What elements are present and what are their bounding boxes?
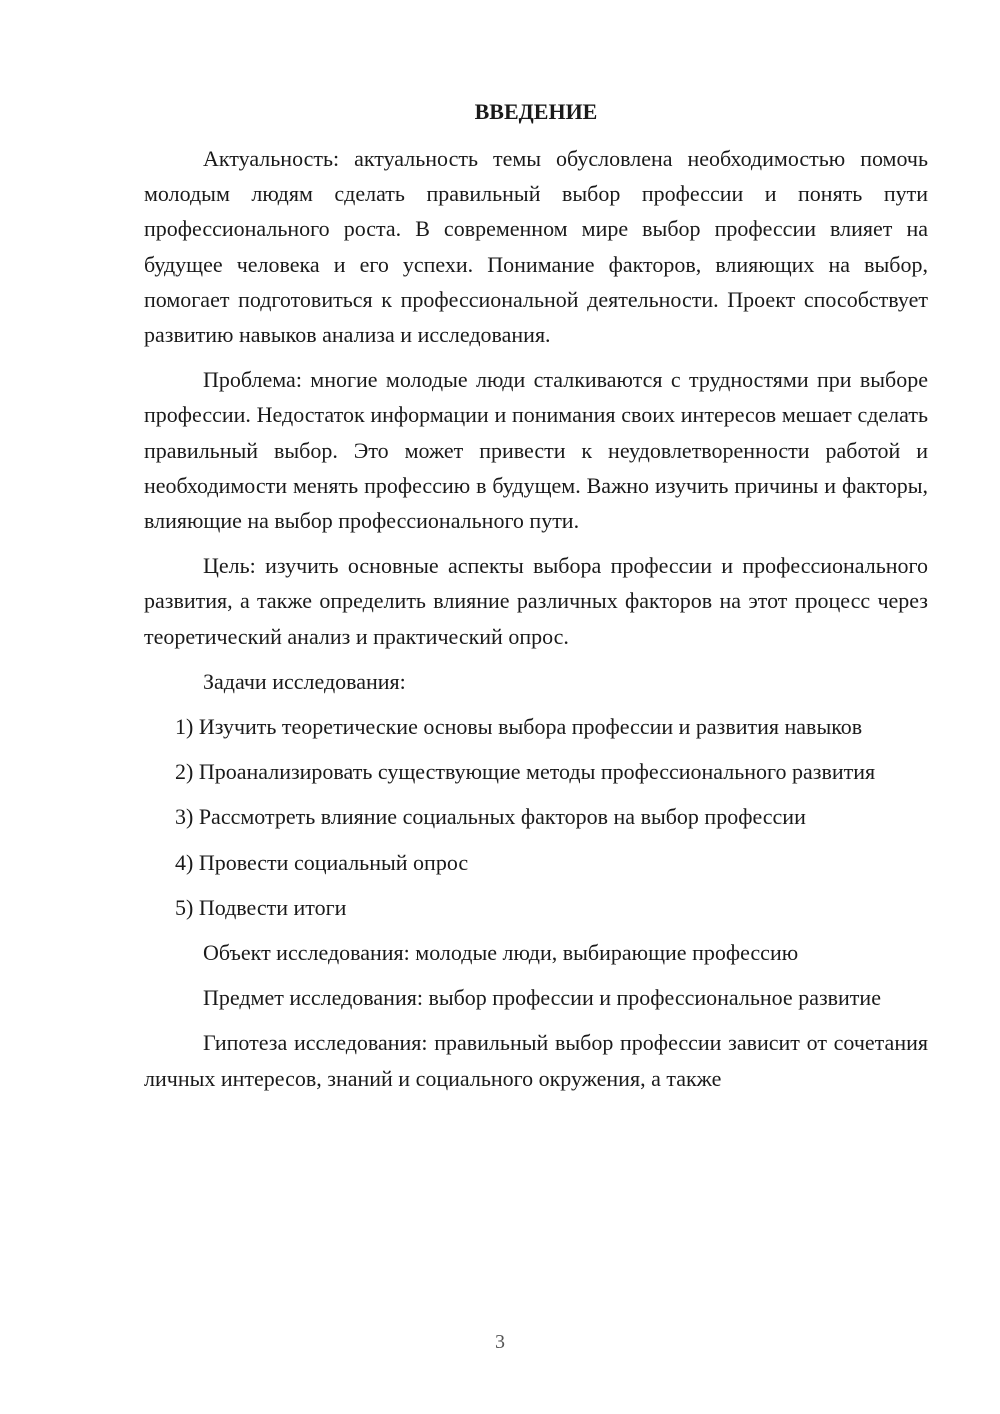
paragraph-subject: Предмет исследования: выбор профессии и профессиональное развитие xyxy=(203,985,881,1011)
task-item-1: 1) Изучить теоретические основы выбора профессии и развития навыков xyxy=(175,714,863,740)
paragraph-object: Объект исследования: молодые люди, выбирающие профессию xyxy=(203,940,799,966)
page-number: 3 xyxy=(495,1331,505,1353)
paragraph-hypothesis: Гипотеза исследования: правильный выбор профессии зависит от сочетания личных интересов, знаний и социального окружения, а также xyxy=(144,1030,928,1091)
task-item-3: 3) Рассмотреть влияние социальных факторов на выбор профессии xyxy=(175,804,806,830)
task-item-5: 5) Подвести итоги xyxy=(175,894,347,920)
task-item-2: 2) Проанализировать существующие методы профессионального развития xyxy=(175,759,876,785)
document-page xyxy=(144,94,928,1106)
section-title: ВВЕДЕНИЕ xyxy=(474,99,598,124)
paragraph-problem: Проблема: многие молодые люди сталкиваются с трудностями при выборе профессии. Недостаток информации и понимания своих интересов мешает сделать правильный выбор. Это может привести к неудовлетворенности работой и необходимости менять профессию в будущем. Важно изучить причины и факторы, влияющие на выбор профессионального пути. xyxy=(144,367,928,534)
paragraph-goal: Цель: изучить основные аспекты выбора профессии и профессионального развития, а также определить влияние различных факторов на этот процесс через теоретический анализ и практический опрос. xyxy=(144,553,928,649)
task-item-4: 4) Провести социальный опрос xyxy=(175,849,469,875)
paragraph-tasks-heading: Задачи исследования: xyxy=(203,668,406,694)
paragraph-relevance: Актуальность: актуальность темы обусловлена необходимостью помочь молодым людям сделать правильный выбор профессии и понять пути профессионального роста. В современном мире выбор профессии влияет на будущее человека и его успехи. Понимание факторов, влияющих на выбор, помогает подготовиться к профессиональной деятельности. Проект способствует развитию навыков анализа и исследования. xyxy=(144,146,928,348)
